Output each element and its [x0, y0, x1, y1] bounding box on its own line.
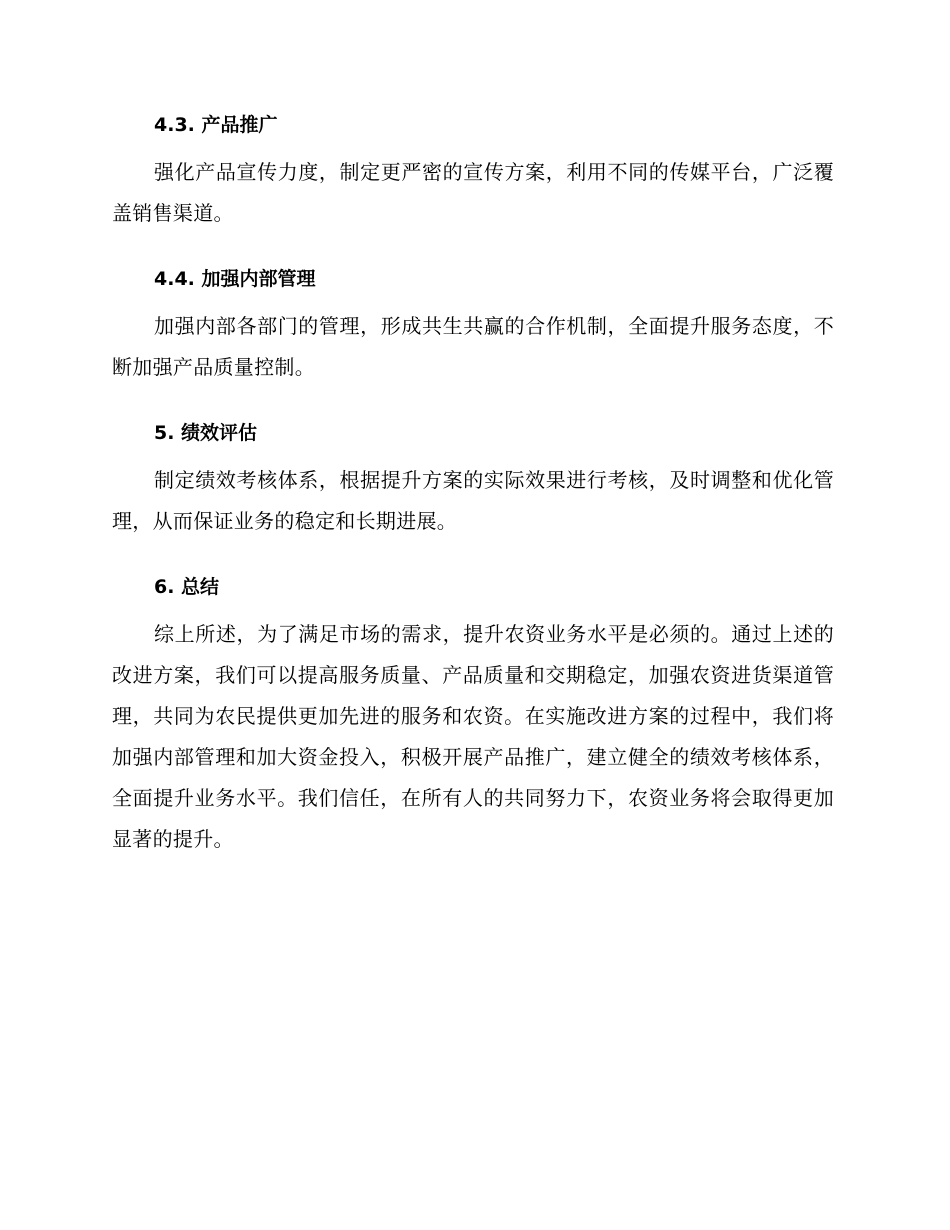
section-heading: 5. 绩效评估: [154, 422, 258, 444]
section-summary: [112, 566, 834, 860]
section-heading: 6. 总结: [154, 576, 220, 598]
document-page: [112, 104, 834, 884]
section-product-promotion: [112, 104, 834, 234]
section-internal-management: [112, 258, 834, 388]
section-paragraph: 综上所述，为了满足市场的需求，提升农资业务水平是必须的。通过上述的改进方案，我们可以提高服务质量、产品质量和交期稳定，加强农资进货渠道管理，共同为农民提供更加先进的服务和农资。在实施改进方案的过程中，我们将加强内部管理和加大资金投入，积极开展产品推广，建立健全的绩效考核体系，全面提升业务水平。我们信任，在所有人的共同努力下，农资业务将会取得更加显著的提升。: [112, 622, 834, 851]
section-performance-evaluation: [112, 412, 834, 542]
section-heading: 4.4. 加强内部管理: [154, 268, 316, 290]
section-paragraph: 强化产品宣传力度，制定更严密的宣传方案，利用不同的传媒平台，广泛覆盖销售渠道。: [112, 160, 834, 225]
section-paragraph: 加强内部各部门的管理，形成共生共赢的合作机制，全面提升服务态度，不断加强产品质量控制。: [112, 314, 834, 379]
section-paragraph: 制定绩效考核体系，根据提升方案的实际效果进行考核，及时调整和优化管理，从而保证业务的稳定和长期进展。: [112, 468, 834, 533]
section-heading: 4.3. 产品推广: [154, 114, 278, 136]
